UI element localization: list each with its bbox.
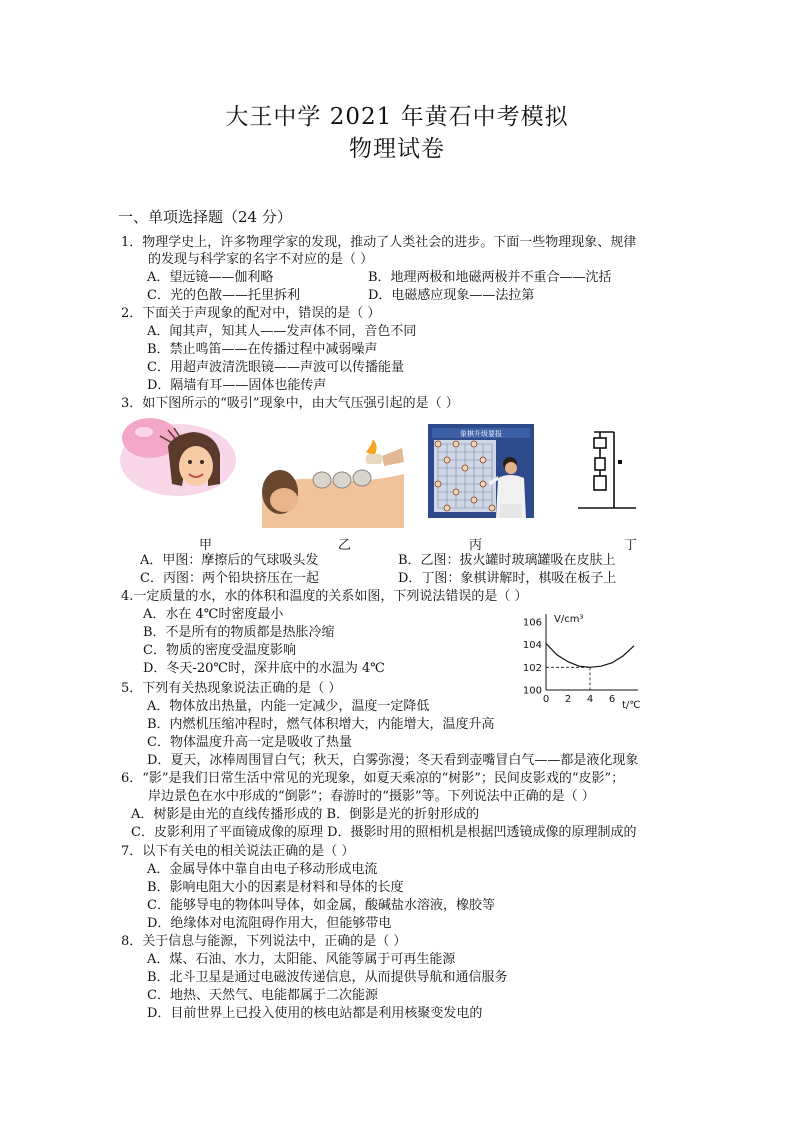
q6-options-ab: A．树影是由光的直线传播形成的 B．倒影是光的折射形成的 [131,807,480,822]
figure-label-yi: 乙 [338,538,352,553]
q5-option-b: B．内燃机压缩冲程时，燃气体积增大，内能增大，温度升高 [147,717,495,732]
q6-stem-line1: 6．“影”是我们日常生活中常见的光现象，如夏天乘凉的“树影”；民间皮影戏的“皮影”； [121,771,625,786]
q3-option-a: A．甲图：摩擦后的气球吸头发 [140,553,319,568]
q3-stem: 3．如下图所示的“吸引”现象中，由大气压强引起的是（ ） [121,396,459,411]
x-tick-label: 2 [564,694,572,705]
q5-option-a: A．物体放出热量，内能一定减少，温度一定降低 [147,699,430,714]
q2-option-a: A．闻其声，知其人——发声体不同，音色不同 [147,324,417,339]
figure-label-bing: 丙 [469,538,483,553]
q4-option-b: B．不是所有的物质都是热胀冷缩 [143,625,335,640]
board-caption: 象棋升级要报 [460,430,502,438]
q1-stem-line2: 的发现与科学家的名字不对应的是（ ） [148,252,374,267]
x-axis-label: t/℃ [622,700,641,711]
q2-option-c: C．用超声波清洗眼镜——声波可以传播能量 [147,360,404,375]
q5-stem: 5．下列有关热现象说法正确的是（ ） [121,681,342,696]
chess-board-image [428,424,534,518]
y-tick-label: 102 [522,662,542,674]
q1-option-b: B．地理两极和地磁两极并不重合——沈括 [368,270,612,285]
y-axis-label: V/cm³ [554,614,584,625]
q3-option-c: C．丙图：两个铅块挤压在一起 [140,571,319,586]
q7-stem: 7．以下有关电的相关说法正确的是（ ） [121,844,355,859]
balloon-hair-image [116,414,238,498]
q6-stem-line2: 岸边景色在水中形成的“倒影”；春游时的“摄影”等。下列说法中正确的是（ ） [148,789,595,804]
q3-option-d: D．丁图：象棋讲解时，棋吸在板子上 [398,571,617,586]
volume-temperature-chart [518,608,650,712]
y-tick-label: 100 [522,685,542,697]
q8-option-b: B．北斗卫星是通过电磁波传递信息，从而提供导航和通信服务 [147,970,508,985]
q7-option-a: A．金属导体中靠自由电子移动形成电流 [147,862,378,877]
q8-option-a: A．煤、石油、水力，太阳能、风能等属于可再生能源 [147,952,456,967]
q4-option-d: D．冬天-20℃时，深井底中的水温为 4℃ [143,661,385,676]
q1-option-d: D．电磁感应现象——法拉第 [368,288,535,303]
q6-options-cd: C．皮影利用了平面镜成像的原理 D．摄影时用的照相机是根据凹透镜成像的原理制成的 [131,825,637,840]
q5-option-c: C．物体温度升高一定是吸收了热量 [147,735,352,750]
q7-option-b: B．影响电阻大小的因素是材料和导体的长度 [147,880,404,895]
q2-stem: 2．下面关于声现象的配对中，错误的是（ ） [121,306,381,321]
q4-option-c: C．物质的密度受温度影响 [143,643,296,658]
q1-option-c: C．光的色散——托里拆利 [147,288,300,303]
q2-option-b: B．禁止鸣笛——在传播过程中减弱噪声 [147,342,378,357]
q7-option-d: D．绝缘体对电流阻碍作用大，但能够带电 [147,916,392,931]
exam-title: 大王中学 2021 年黄石中考模拟 [225,104,569,130]
q7-option-c: C．能够导电的物体叫导体，如金属，酸碱盐水溶液，橡胶等 [147,898,495,913]
figure-label-jia: 甲 [199,538,213,553]
q5-option-d: D．夏天，冰棒周围冒白气；秋天，白雾弥漫；冬天看到壶嘴冒白气——都是液化现象 [147,753,639,768]
q3-option-b: B．乙图：拔火罐时玻璃罐吸在皮肤上 [398,553,616,568]
q1-option-a: A．望远镜——伽利略 [147,270,274,285]
q4-option-a: A．水在 4℃时密度最小 [143,607,284,622]
q1-stem-line1: 1．物理学史上，许多物理学家的发现，推动了人类社会的进步。下面一些物理现象、规律 [121,235,637,250]
x-tick-label: 4 [586,694,594,705]
q2-option-d: D．隔墙有耳——固体也能传声 [147,378,327,393]
q8-stem: 8．关于信息与能源，下列说法中，正确的是（ ） [121,934,407,949]
section-heading: 一、单项选择题（24 分） [118,208,292,226]
y-tick-label: 106 [522,617,542,629]
x-tick-label: 6 [608,694,616,705]
lead-blocks-apparatus-image [574,428,640,510]
figure-label-ding: 丁 [624,538,638,553]
exam-subtitle: 物理试卷 [349,136,445,162]
q4-stem: 4.一定质量的水，水的体积和温度的关系如图，下列说法错误的是（ ） [121,589,528,604]
volume-curve [546,644,634,668]
y-tick-label: 104 [522,640,542,652]
cupping-back-image [262,440,404,528]
q8-option-c: C．地热、天然气、电能都属于二次能源 [147,988,378,1003]
x-tick-label: 0 [542,694,550,705]
q8-option-d: D．目前世界上已投入使用的核电站都是利用核聚变发电的 [147,1006,483,1021]
